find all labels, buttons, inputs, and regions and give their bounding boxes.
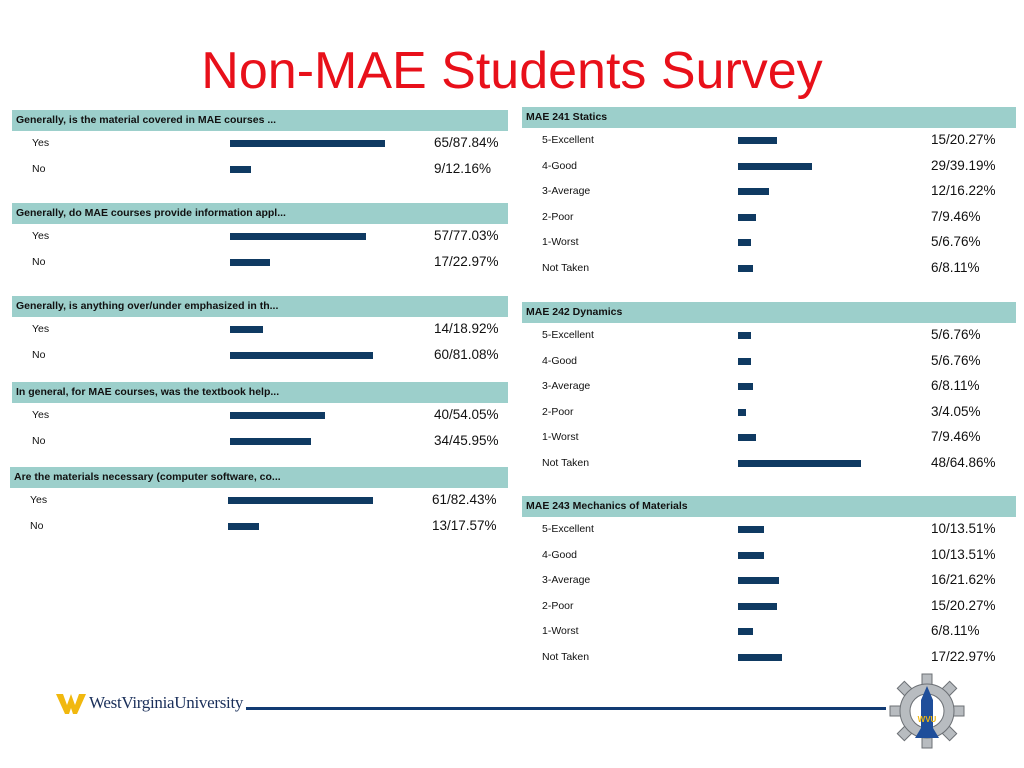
answer-bar [738, 265, 753, 272]
answer-value: 40/54.05% [434, 407, 499, 422]
answer-label: No [32, 255, 46, 268]
answer-value: 7/9.46% [931, 429, 981, 444]
answer-value: 13/17.57% [432, 517, 497, 533]
answer-value: 5/6.76% [931, 327, 981, 342]
answer-row [522, 128, 1016, 154]
answer-row [522, 619, 1016, 645]
answer-label: Not Taken [542, 261, 590, 274]
answer-label: 2-Poor [542, 599, 574, 612]
answer-label: 3-Average [542, 185, 591, 197]
answer-row [522, 517, 1016, 543]
answer-bar [738, 214, 756, 221]
survey-panel [10, 467, 508, 539]
answer-row [522, 543, 1016, 569]
panel-header: MAE 241 Statics [522, 107, 1016, 128]
answer-bar [738, 163, 812, 170]
answer-label: 3-Average [542, 380, 591, 392]
answer-row [10, 488, 508, 514]
answer-bar [738, 577, 779, 584]
survey-panel [12, 110, 508, 182]
answer-value: 29/39.19% [931, 157, 996, 173]
answer-bar [738, 628, 753, 635]
answer-row [522, 154, 1016, 180]
panel-header: MAE 243 Mechanics of Materials [522, 496, 1016, 517]
answer-label: 4-Good [542, 548, 578, 561]
answer-value: 57/77.03% [434, 228, 499, 243]
answer-bar [230, 259, 270, 266]
panel-header: Are the materials necessary (computer software, co... [10, 467, 508, 488]
answer-row [522, 400, 1016, 426]
answer-label: Not Taken [542, 456, 590, 469]
answer-value: 15/20.27% [931, 132, 996, 147]
answer-value: 7/9.46% [931, 208, 981, 224]
answer-value: 60/81.08% [434, 346, 499, 362]
answer-row [522, 205, 1016, 231]
answer-value: 65/87.84% [434, 135, 499, 150]
answer-value: 10/13.51% [931, 521, 996, 536]
survey-panel [12, 203, 508, 275]
answer-bar [738, 239, 751, 246]
answer-row [522, 256, 1016, 282]
answer-bar [738, 434, 756, 441]
mae-gear-logo-icon [888, 672, 966, 750]
answer-bar [230, 233, 366, 240]
panel-header: In general, for MAE courses, was the textbook help... [12, 382, 508, 403]
answer-label: No [32, 434, 46, 447]
answer-value: 34/45.95% [434, 432, 499, 448]
survey-panel [12, 296, 508, 368]
slide-title: Non-MAE Students Survey [201, 42, 823, 100]
gear-logo-letters: WVU [917, 715, 937, 724]
answer-value: 3/4.05% [931, 403, 981, 419]
answer-row [522, 425, 1016, 451]
university-name: WestVirginiaUniversity [89, 693, 244, 712]
answer-bar [738, 383, 753, 390]
answer-bar [230, 352, 373, 359]
answer-value: 10/13.51% [931, 546, 996, 562]
answer-bar [738, 188, 769, 195]
answer-row [12, 317, 508, 343]
footer-rule [246, 707, 886, 710]
answer-label: Yes [32, 323, 50, 335]
answer-bar [738, 460, 861, 467]
answer-bar [230, 326, 263, 333]
answer-row [12, 157, 508, 183]
wv-flying-logo-icon [56, 690, 86, 716]
answer-row [12, 343, 508, 369]
answer-bar [738, 137, 777, 144]
answer-bar [738, 654, 782, 661]
answer-label: 4-Good [542, 159, 578, 172]
answer-row [522, 374, 1016, 400]
answer-value: 17/22.97% [434, 253, 499, 269]
panel-header: Generally, is the material covered in MAE courses ... [12, 110, 508, 131]
answer-row [522, 179, 1016, 205]
answer-row [522, 230, 1016, 256]
answer-row [12, 131, 508, 157]
answer-bar [228, 523, 259, 530]
answer-row [522, 594, 1016, 620]
answer-value: 14/18.92% [434, 321, 499, 336]
answer-value: 5/6.76% [931, 234, 981, 249]
answer-label: 3-Average [542, 574, 591, 586]
answer-bar [230, 438, 311, 445]
answer-row [522, 451, 1016, 477]
answer-bar [738, 603, 777, 610]
answer-bar [230, 140, 385, 147]
answer-value: 16/21.62% [931, 572, 996, 587]
survey-panel [522, 107, 1016, 281]
answer-label: 1-Worst [542, 625, 579, 637]
answer-bar [228, 497, 373, 504]
answer-bar [230, 166, 251, 173]
answer-value: 6/8.11% [931, 378, 980, 393]
answer-row [12, 224, 508, 250]
answer-label: 1-Worst [542, 236, 579, 248]
answer-row [522, 645, 1016, 671]
answer-bar [738, 332, 751, 339]
answer-value: 17/22.97% [931, 648, 996, 664]
answer-label: 5-Excellent [542, 134, 594, 146]
answer-value: 6/8.11% [931, 623, 980, 638]
answer-label: Yes [32, 409, 50, 421]
answer-label: 4-Good [542, 354, 578, 367]
wvu-logo [56, 690, 243, 716]
answer-bar [738, 358, 751, 365]
answer-value: 48/64.86% [931, 454, 996, 470]
answer-row [522, 568, 1016, 594]
answer-bar [738, 552, 764, 559]
answer-label: Yes [32, 137, 50, 149]
answer-label: No [30, 519, 44, 532]
survey-panel [522, 496, 1016, 670]
answer-bar [738, 526, 764, 533]
answer-value: 12/16.22% [931, 183, 996, 198]
panel-header: MAE 242 Dynamics [522, 302, 1016, 323]
answer-value: 5/6.76% [931, 352, 981, 368]
answer-label: 5-Excellent [542, 329, 594, 341]
answer-row [522, 349, 1016, 375]
answer-value: 6/8.11% [931, 259, 980, 275]
answer-label: Yes [32, 230, 50, 242]
answer-row [12, 403, 508, 429]
answer-bar [230, 412, 325, 419]
answer-row [10, 514, 508, 540]
answer-label: 5-Excellent [542, 523, 594, 535]
panel-header: Generally, is anything over/under emphasized in th... [12, 296, 508, 317]
answer-value: 61/82.43% [432, 492, 497, 507]
answer-label: 1-Worst [542, 431, 579, 443]
survey-panel [12, 382, 508, 454]
survey-panel [522, 302, 1016, 476]
panel-header: Generally, do MAE courses provide information appl... [12, 203, 508, 224]
answer-label: 2-Poor [542, 210, 574, 223]
answer-label: No [32, 348, 46, 361]
answer-value: 9/12.16% [434, 160, 492, 176]
answer-row [12, 429, 508, 455]
answer-label: Not Taken [542, 650, 590, 663]
answer-value: 15/20.27% [931, 597, 996, 613]
answer-label: 2-Poor [542, 405, 574, 418]
answer-row [12, 250, 508, 276]
answer-label: No [32, 162, 46, 175]
answer-bar [738, 409, 746, 416]
answer-label: Yes [30, 494, 48, 506]
answer-row [522, 323, 1016, 349]
